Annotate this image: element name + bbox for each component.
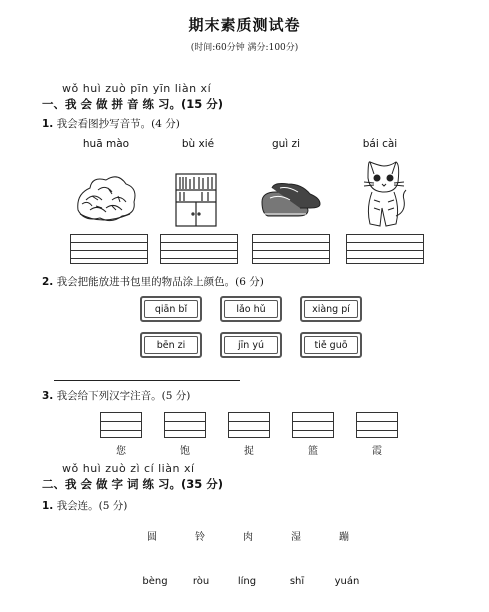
section1-pinyin: wǒ huì zuò pīn yīn liàn xí [62,82,212,95]
q3-pinyin-grid-2[interactable] [164,412,206,438]
question-3-text: 我会给下列汉字注音。(5 分) [56,390,191,402]
question-1-text: 我会看图抄写音节。(4 分) [56,118,180,130]
match-pinyin-2[interactable]: ròu [192,576,210,587]
match-pinyin-5[interactable]: yuán [334,576,360,587]
q1-pinyin-2: bù xié [181,138,215,150]
item-tag-eraser[interactable]: xiàng pí [300,296,362,322]
match-pinyin-3[interactable]: líng [237,576,257,587]
item-tag-notebook[interactable]: bēn zi [140,332,202,358]
q1-pinyin-3: guì zi [271,138,300,150]
q3-char-5: 霞 [372,446,382,457]
page-subtitle: (时间:60分钟 满分:100分) [190,43,299,53]
cloth-shoes-image [258,178,324,222]
q1-writing-grid-4[interactable] [346,234,424,264]
section1-title: 一、我 会 做 拼 音 练 习。(15 分) [42,97,224,111]
q3-char-4: 篮 [308,446,318,457]
q3-char-1: 您 [116,446,126,457]
q3-pinyin-grid-5[interactable] [356,412,398,438]
item-tag-pencil[interactable]: qiān bǐ [140,296,202,322]
match-char-3[interactable]: 肉 [243,532,253,543]
question-2-number: 2. [42,276,54,288]
q1-writing-grid-1[interactable] [70,234,148,264]
match-char-4[interactable]: 湿 [291,532,301,543]
q3-char-3: 捉 [244,446,254,457]
question-4-number: 1. [42,500,54,512]
q3-char-2: 饱 [180,446,190,457]
question-2-text: 我会把能放进书包里的物品涂上颜色。(6 分) [56,276,264,288]
question-2 [42,274,264,289]
bookcase-image [172,172,222,228]
question-3 [42,388,190,403]
item-tag-tiger[interactable]: lǎo hǔ [220,296,282,322]
divider-line [54,380,240,381]
q3-pinyin-grid-1[interactable] [100,412,142,438]
match-pinyin-4[interactable]: shī [289,576,305,587]
section2-pinyin: wǒ huì zuò zì cí liàn xí [62,462,195,475]
match-char-1[interactable]: 圆 [147,532,157,543]
hydrangea-flower-image [72,170,138,226]
q1-writing-grid-2[interactable] [160,234,238,264]
item-tag-goldfish[interactable]: jīn yú [220,332,282,358]
q1-pinyin-4: bái cài [362,138,398,150]
q3-pinyin-grid-3[interactable] [228,412,270,438]
q1-pinyin-1: huā mào [82,138,130,150]
cat-image [360,156,408,230]
page-title: 期末素质测试卷 [188,16,301,34]
match-pinyin-1[interactable]: bèng [142,576,168,587]
section2-title: 二、我 会 做 字 词 练 习。(35 分) [42,477,224,491]
match-char-2[interactable]: 铃 [195,532,205,543]
q3-pinyin-grid-4[interactable] [292,412,334,438]
question-1-number: 1. [42,118,54,130]
q1-writing-grid-3[interactable] [252,234,330,264]
item-tag-wok[interactable]: tiě guō [300,332,362,358]
question-3-number: 3. [42,390,54,402]
question-4-text: 我会连。(5 分) [56,500,128,512]
question-1 [42,116,180,131]
match-char-5[interactable]: 蹦 [339,532,349,543]
question-4 [42,498,127,513]
